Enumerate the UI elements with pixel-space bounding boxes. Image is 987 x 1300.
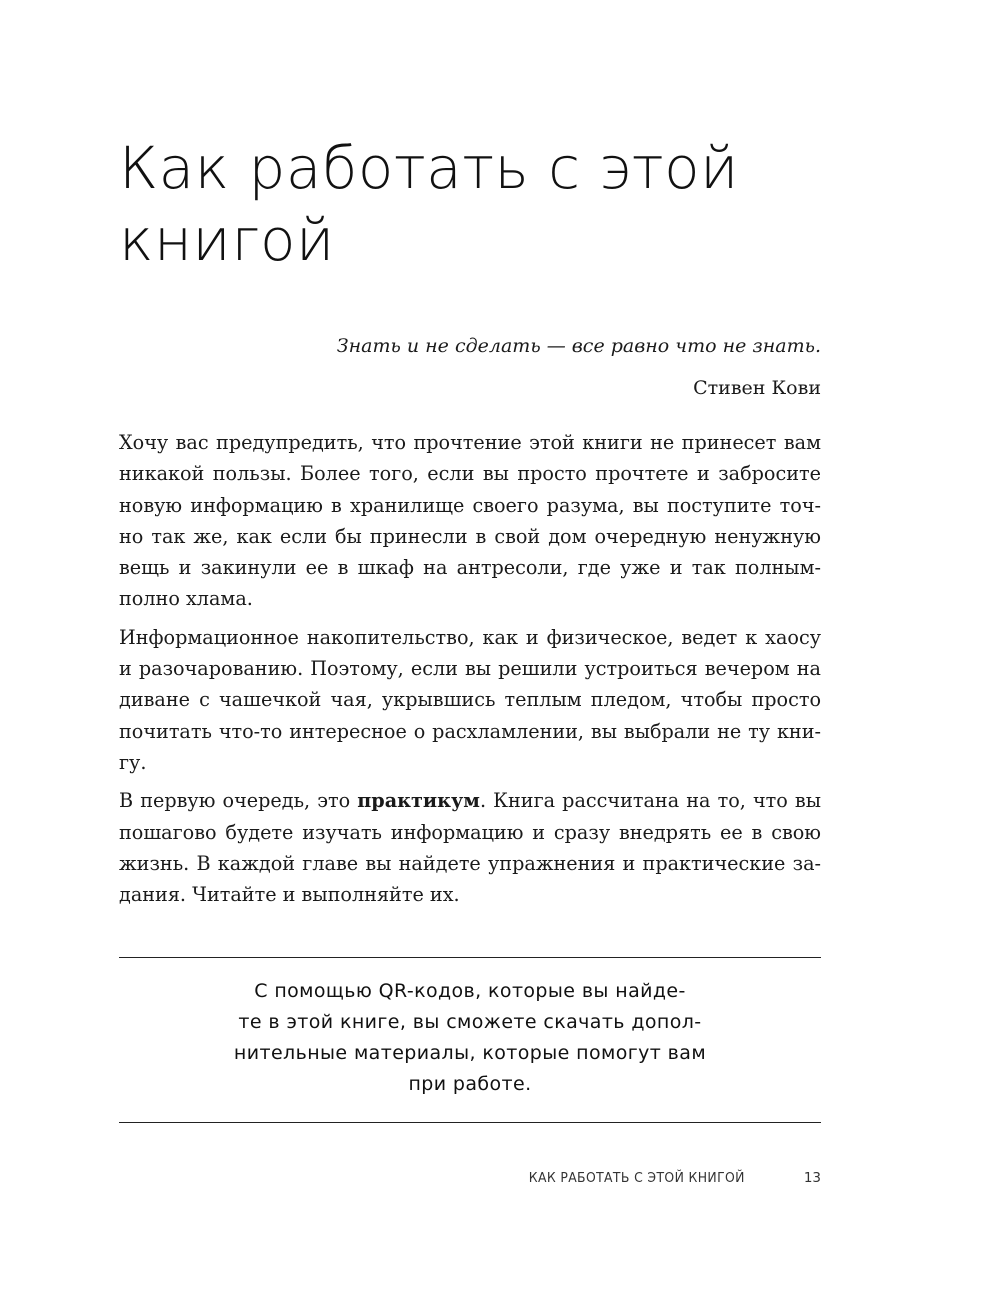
callout-top-rule (119, 957, 821, 958)
text-line: жизнь. В каждой главе вы найдете упражнения и практические за- (119, 851, 821, 875)
callout-line: С помощью QR-кодов, которые вы найде- (254, 980, 686, 1002)
text-line: вещь и закинули ее в шкаф на антресоли, где уже и так полным- (119, 556, 821, 580)
running-title: КАК РАБОТАТЬ С ЭТОЙ КНИГОЙ (528, 1170, 745, 1186)
epigraph (119, 330, 821, 404)
epigraph-author: Стивен Кови (693, 377, 821, 399)
paragraph (119, 622, 821, 778)
text-line: почитать что-то интересное о расхламлении, вы выбрали не ту кни- (119, 719, 821, 743)
text-fragment: . Книга рассчитана на то, что вы (479, 789, 821, 813)
page-number: 13 (803, 1170, 821, 1186)
text-line: Информационное накопительство, как и физическое, ведет к хаосу (119, 625, 821, 649)
book-page (119, 0, 821, 1300)
text-line (119, 785, 821, 816)
text-line: гу. (119, 750, 147, 774)
paragraph (119, 785, 821, 910)
text-line: новую информацию в хранилище своего разума, вы поступите точ- (119, 493, 821, 517)
text-fragment: В первую очередь, это (119, 789, 358, 813)
chapter-title (119, 132, 821, 276)
text-line: и разочарованию. Поэтому, если вы решили устроиться вечером на (119, 657, 821, 681)
epigraph-quote: Знать и не сделать — все равно что не знать. (336, 335, 821, 357)
callout-line: нительные материалы, которые помогут вам (233, 1042, 707, 1064)
text-line: полно хлама. (119, 587, 253, 611)
callout-bottom-rule (119, 1122, 821, 1123)
emphasis-practicum: практикум (357, 789, 480, 813)
callout-line: при работе. (408, 1073, 532, 1095)
text-line: Хочу вас предупредить, что прочтение этой книги не принесет вам (119, 431, 821, 454)
chapter-title-line: Как работать с этой (119, 134, 739, 202)
text-line: никакой пользы. Более того, если вы просто прочтете и забросите (119, 462, 821, 486)
text-line: диване с чашечкой чая, укрывшись теплым пледом, чтобы просто (119, 688, 821, 712)
qr-callout (119, 976, 821, 1100)
running-footer (119, 1170, 821, 1192)
text-line: пошагово будете изучать информацию и сразу внедрять ее в свою (119, 820, 821, 844)
text-line: но так же, как если бы принесли в свой дом очередную ненужную (119, 524, 821, 548)
callout-line: те в этой книге, вы сможете скачать допол- (238, 1011, 702, 1033)
text-line: дания. Читайте и выполняйте их. (119, 883, 460, 907)
chapter-title-line: книгой (119, 206, 335, 274)
paragraph (119, 427, 821, 615)
body-text (119, 427, 821, 917)
